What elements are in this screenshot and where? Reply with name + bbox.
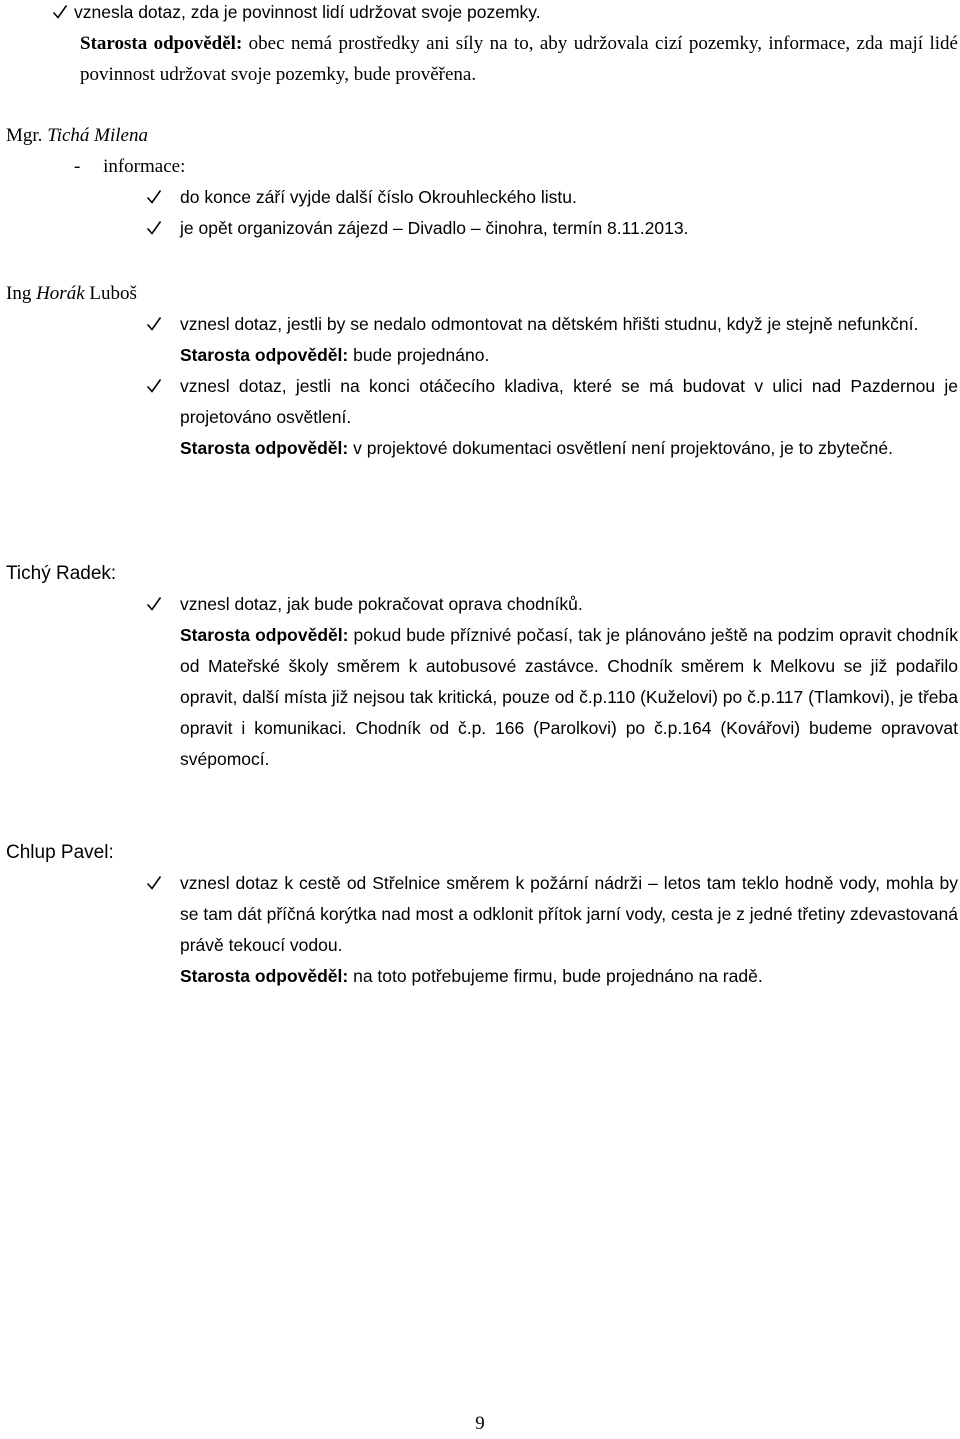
- first-name: Luboš: [89, 283, 137, 304]
- answer-paragraph: [0, 28, 960, 90]
- person-name: Tichá Milena: [47, 125, 148, 146]
- checkmark-icon: [146, 309, 168, 340]
- top-item: [0, 0, 960, 90]
- question-text: vznesla dotaz, zda je povinnost lidí udržovat svoje pozemky.: [74, 2, 541, 22]
- section-heading: [0, 120, 960, 151]
- answer-paragraph: [180, 340, 958, 371]
- list-item: [0, 213, 960, 244]
- checkmark-icon: [146, 589, 168, 620]
- info-line: [0, 151, 960, 182]
- answer-paragraph: [180, 961, 958, 992]
- title: Mgr.: [6, 125, 43, 146]
- question-text: vznesl dotaz, jestli na konci otáčecího kladiva, které se má budovat v ulici nad Pazdernou je projetováno osvětlení.: [180, 376, 958, 427]
- checkmark-icon: [146, 371, 168, 402]
- answer-label: Starosta odpověděl:: [180, 438, 349, 458]
- answer-label: Starosta odpověděl:: [80, 33, 243, 54]
- section-horak: [0, 278, 960, 464]
- section-heading: Tichý Radek:: [6, 563, 117, 584]
- list-item: [0, 589, 960, 775]
- section-ticha: [0, 120, 960, 244]
- info-label: informace:: [103, 156, 186, 177]
- checkmark-icon: [146, 213, 168, 244]
- checkmark-icon: [146, 868, 168, 899]
- dash: -: [74, 156, 81, 177]
- list-item: [0, 868, 960, 992]
- answer-paragraph: [180, 433, 958, 464]
- answer-text: v projektové dokumentaci osvětlení není projektováno, je to zbytečné.: [348, 438, 893, 458]
- answer-text: bude projednáno.: [348, 345, 490, 365]
- answer-label: Starosta odpověděl:: [180, 625, 349, 645]
- section-chlup: [0, 837, 960, 992]
- list-item: [0, 371, 960, 464]
- answer-label: Starosta odpověděl:: [180, 345, 349, 365]
- list-item: [0, 182, 960, 213]
- answer-text: na toto potřebujeme firmu, bude projednáno na radě.: [348, 966, 763, 986]
- checkmark-icon: [146, 182, 168, 213]
- item-text: je opět organizován zájezd – Divadlo – činohra, termín 8.11.2013.: [180, 218, 689, 238]
- list-item: [0, 309, 960, 371]
- checkmark-icon: [52, 0, 74, 28]
- answer-text: pokud bude příznivé počasí, tak je plánováno ještě na podzim opravit chodník od Mateřské školy směrem k autobusové zastávce. Chodník směrem k Melkovu se již podařilo opravit, další místa již nejsou tak kritická, pouze od č.p.110 (Kuželovi) po č.p.117 (Tlamkovi), je třeba opravit i komunikaci. Chodník od č.p. 166 (Parolkovi) po č.p.164 (Kovářovi) budeme opravovat svépomocí.: [180, 625, 958, 769]
- answer-text: obec nemá prostředky ani síly na to, aby udržovala cizí pozemky, informace, zda mají lidé povinnost udržovat svoje pozemky, bude prověřena.: [80, 33, 958, 85]
- question-text: vznesl dotaz, jak bude pokračovat oprava chodníků.: [180, 594, 583, 614]
- title: Ing: [6, 283, 32, 304]
- question-text: vznesl dotaz, jestli by se nedalo odmontovat na dětském hřišti studnu, když je stejně nefunkční.: [180, 314, 919, 334]
- section-heading: [0, 278, 960, 309]
- item-text: do konce září vyjde další číslo Okrouhleckého listu.: [180, 187, 577, 207]
- surname: Horák: [36, 283, 85, 304]
- section-tichy: [0, 558, 960, 775]
- section-heading: Chlup Pavel:: [6, 842, 114, 863]
- page-number: 9: [475, 1413, 485, 1434]
- answer-label: Starosta odpověděl:: [180, 966, 349, 986]
- answer-paragraph: [180, 620, 958, 775]
- question-text: vznesl dotaz k cestě od Střelnice směrem k požární nádrži – letos tam teklo hodně vody, mohla by se tam dát příčná korýtka nad most a odklonit přítok jarní vody, cesta je z jedné třetiny zdevastovaná právě tekoucí vodou.: [180, 873, 958, 955]
